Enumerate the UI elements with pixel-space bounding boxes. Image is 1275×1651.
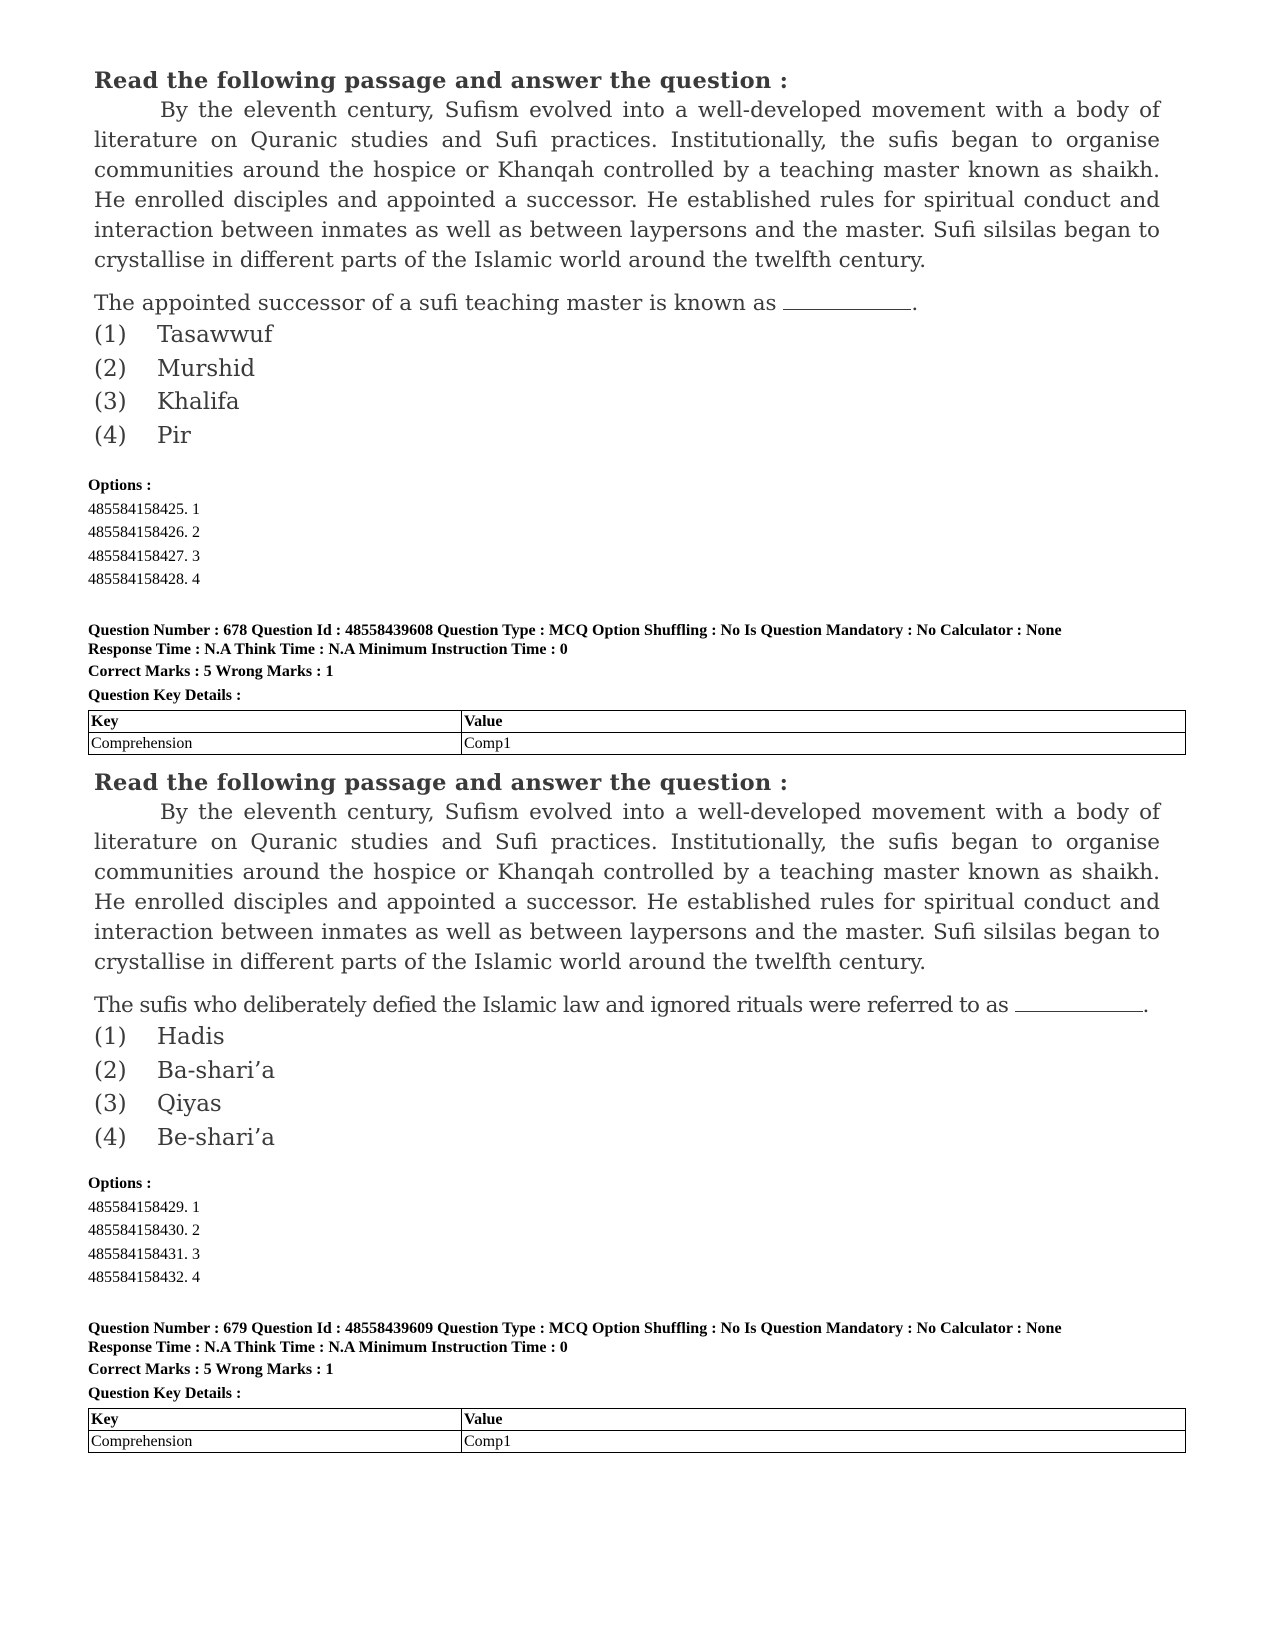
option-id: 485584158427. 3 [88,547,200,565]
table-cell-key: Comprehension [89,1431,462,1453]
marks-679 [88,1358,333,1405]
choice-text: Ba-shari’a [157,1057,276,1084]
passage-heading: Read the following passage and answer the question : [94,68,789,94]
choice-number: (2) [94,355,127,382]
table-cell-key: Comprehension [89,733,462,755]
option-id: 485584158432. 4 [88,1269,200,1286]
choice-2 [94,1055,1160,1089]
choice-text: Khalifa [157,389,240,415]
choice-number: (3) [94,389,127,415]
choice-number: (1) [94,1024,127,1050]
question-stem: The appointed successor of a sufi teaching master is known as [94,291,777,316]
choice-text: Pir [157,422,191,449]
choice-1 [94,1021,1160,1055]
choice-3 [94,1088,1160,1122]
key-details-label: Question Key Details : [88,1384,242,1402]
table-cell-value: Comp1 [462,1431,1186,1453]
table-cell-value: Comp1 [462,733,1186,755]
question-meta-679 [88,1319,1062,1357]
choice-2 [94,353,1160,387]
marks-line: Correct Marks : 5 Wrong Marks : 1 [88,1361,334,1378]
table-header-key: Key [89,1409,462,1431]
question-meta-line: Question Number : 678 Question Id : 48558439608 Question Type : MCQ Option Shuffling : No Is Question Mandatory : No Calculator : None [88,622,1062,639]
table-header-key: Key [89,711,462,733]
choice-number: (3) [94,1091,127,1117]
key-details-table [88,1408,1186,1453]
answer-blank [1015,993,1143,1012]
choice-number: (1) [94,322,127,348]
table-header-value: Value [462,1409,1186,1431]
choice-3 [94,386,1160,420]
table-row [89,1431,1186,1453]
question-text [94,289,1160,319]
key-details-label: Question Key Details : [88,686,242,704]
passage-scan-2 [94,768,1160,1155]
choice-text: Hadis [157,1024,225,1050]
timing-meta-line: Response Time : N.A Think Time : N.A Minimum Instruction Time : 0 [88,641,568,658]
question-meta-line: Question Number : 679 Question Id : 48558439609 Question Type : MCQ Option Shuffling : No Is Question Mandatory : No Calculator : None [88,1320,1062,1337]
choice-text: Murshid [157,355,256,382]
question-meta-678 [88,621,1062,659]
choice-text: Qiyas [157,1091,222,1117]
options-label: Options : [88,1175,152,1192]
option-id: 485584158430. 2 [88,1222,200,1239]
option-id: 485584158431. 3 [88,1245,200,1263]
passage-text: By the eleventh century, Sufism evolved into a well-developed movement with a body of literature on Quranic studies and Sufi practices. Institutionally, the sufis began to organise communities around the hospice or Khanqah controlled by a teaching master known as shaikh. He enrolled disciples and appointed a successor. He established rules for spiritual conduct and interaction between inmates as well as between laypersons and the master. Sufi silsilas began to crystallise in different parts of the Islamic world around the twelfth century. [94,800,1160,975]
answer-blank [783,291,911,310]
choice-text: Be-shari’a [157,1124,275,1151]
question-text [94,991,1160,1021]
key-details-table [88,710,1186,755]
timing-meta-line: Response Time : N.A Think Time : N.A Minimum Instruction Time : 0 [88,1339,568,1356]
choice-number: (4) [94,422,127,449]
marks-678 [88,660,333,707]
table-header-row [89,711,1186,733]
options-block-2 [88,1172,200,1290]
option-id: 485584158425. 1 [88,500,200,518]
passage-text: By the eleventh century, Sufism evolved into a well-developed movement with a body of literature on Quranic studies and Sufi practices. Institutionally, the sufis began to organise communities around the hospice or Khanqah controlled by a teaching master known as shaikh. He enrolled disciples and appointed a successor. He established rules for spiritual conduct and interaction between inmates as well as between laypersons and the master. Sufi silsilas began to crystallise in different parts of the Islamic world around the twelfth century. [94,98,1160,273]
choice-number: (4) [94,1124,127,1151]
choice-4 [94,420,1160,454]
option-id: 485584158428. 4 [88,571,200,588]
passage-heading: Read the following passage and answer the question : [94,770,789,796]
question-end: . [1142,993,1149,1018]
options-block-1 [88,474,200,592]
question-end: . [911,291,919,316]
choice-4 [94,1122,1160,1156]
table-header-row [89,1409,1186,1431]
option-id: 485584158426. 2 [88,524,200,541]
choice-number: (2) [94,1057,127,1084]
table-header-value: Value [462,711,1186,733]
passage-scan-1 [94,66,1160,453]
table-row [89,733,1186,755]
choice-1 [94,319,1160,353]
option-id: 485584158429. 1 [88,1198,200,1216]
options-label: Options : [88,477,152,494]
question-stem: The sufis who deliberately defied the Islamic law and ignored rituals were referred to as [94,993,1009,1018]
marks-line: Correct Marks : 5 Wrong Marks : 1 [88,663,334,680]
choice-text: Tasawwuf [157,322,273,348]
